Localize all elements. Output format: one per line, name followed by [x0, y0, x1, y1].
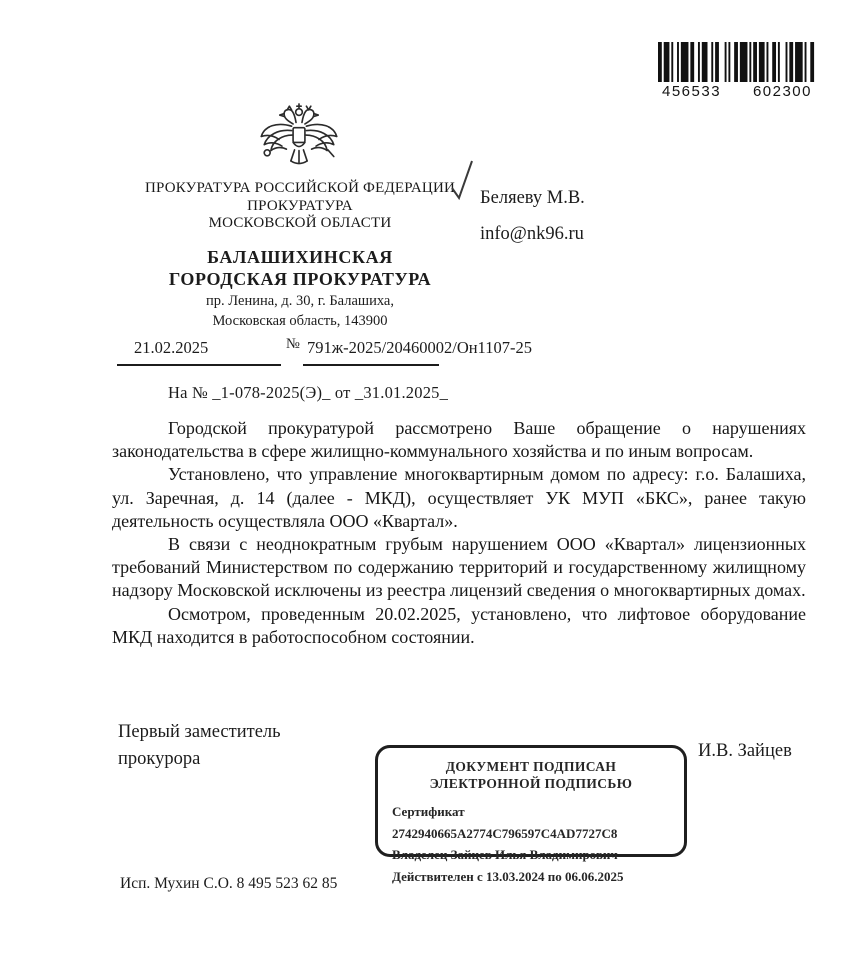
certificate-label: Сертификат — [392, 804, 465, 819]
signer-position — [118, 719, 281, 773]
org-line-3: МОСКОВСКОЙ ОБЛАСТИ — [208, 215, 392, 231]
coat-of-arms-icon — [254, 101, 344, 175]
addressee-name: Беляеву М.В. — [480, 188, 585, 208]
reply-reference-line: На № _1-078-2025(Э)_ от _31.01.2025_ — [168, 383, 449, 402]
paragraph: Установлено, что управление многоквартирным домом по адресу: г.о. Балашиха, ул. Заречная, д. 14 (далее - МКД), осуществляет УК МУП «БКС», ранее такую деятельность осуществляла ООО «Квартал». — [112, 464, 806, 531]
office-name-line-1: БАЛАШИХИНСКАЯ — [207, 247, 393, 267]
electronic-signature-stamp — [375, 745, 687, 884]
paragraph: Городской прокуратурой рассмотрено Ваше обращение о нарушениях законодательства в сфере жилищно-коммунального хозяйства и по иным вопросам. — [112, 418, 806, 462]
paragraph: Осмотром, проведенным 20.02.2025, установлено, что лифтовое оборудование МКД находится в работоспособном состоянии. — [112, 603, 806, 647]
paragraph: В связи с неоднократным грубым нарушением ООО «Квартал» лицензионных требований Министерством по содержанию территорий и государственному жилищному надзору Московской исключены из реестра лицензий сведения о многоквартирных домах. — [112, 534, 806, 601]
barcode — [656, 42, 818, 100]
checkmark-icon — [450, 158, 476, 202]
barcode-digits — [656, 83, 818, 100]
barcode-digits-right: 602300 — [752, 83, 812, 100]
stamp-certificate-line — [392, 801, 670, 844]
certificate-value: 2742940665A2774C796597C4AD7727C8 — [392, 825, 618, 841]
document-number: 791ж-2025/20460002/Он1107-25 — [307, 338, 532, 357]
date-underline — [117, 364, 281, 366]
signer-position-line-2: прокурора — [118, 749, 201, 769]
letter-body — [112, 417, 806, 649]
stamp-title-line-1: ДОКУМЕНТ ПОДПИСАН — [445, 759, 617, 774]
org-line-1: ПРОКУРАТУРА РОССИЙСКОЙ ФЕДЕРАЦИИ — [144, 180, 456, 196]
number-sign: № — [286, 336, 300, 352]
addressee-email: info@nk96.ru — [480, 224, 584, 244]
letterhead-org-block — [110, 180, 490, 233]
stamp-details — [392, 801, 670, 887]
office-block — [110, 246, 490, 330]
office-address-line-1: пр. Ленина, д. 30, г. Балашиха, — [206, 293, 394, 309]
signer-name: И.В. Зайцев — [698, 741, 792, 761]
executor-line: Исп. Мухин С.О. 8 495 523 62 85 — [120, 875, 338, 892]
owner-value: Зайцев Илья Владимирович — [450, 847, 618, 862]
org-line-2: ПРОКУРАТУРА — [247, 197, 353, 214]
stamp-validity-line: Действителен с 13.03.2024 по 06.06.2025 — [392, 868, 624, 884]
office-name-line-2: ГОРОДСКАЯ ПРОКУРАТУРА — [168, 269, 432, 289]
barcode-digits-left: 456533 — [662, 83, 722, 100]
stamp-title — [392, 758, 670, 792]
signer-position-line-1: Первый заместитель — [118, 722, 281, 742]
document-date: 21.02.2025 — [134, 338, 209, 357]
owner-label: Владелец — [392, 847, 448, 862]
number-underline — [303, 364, 439, 366]
stamp-title-line-2: ЭЛЕКТРОННОЙ ПОДПИСЬЮ — [429, 776, 633, 791]
office-address-line-2: Московская область, 143900 — [212, 313, 388, 329]
addressee-block — [480, 180, 585, 252]
barcode-bars-icon — [658, 42, 816, 82]
stamp-owner-line — [392, 844, 670, 866]
